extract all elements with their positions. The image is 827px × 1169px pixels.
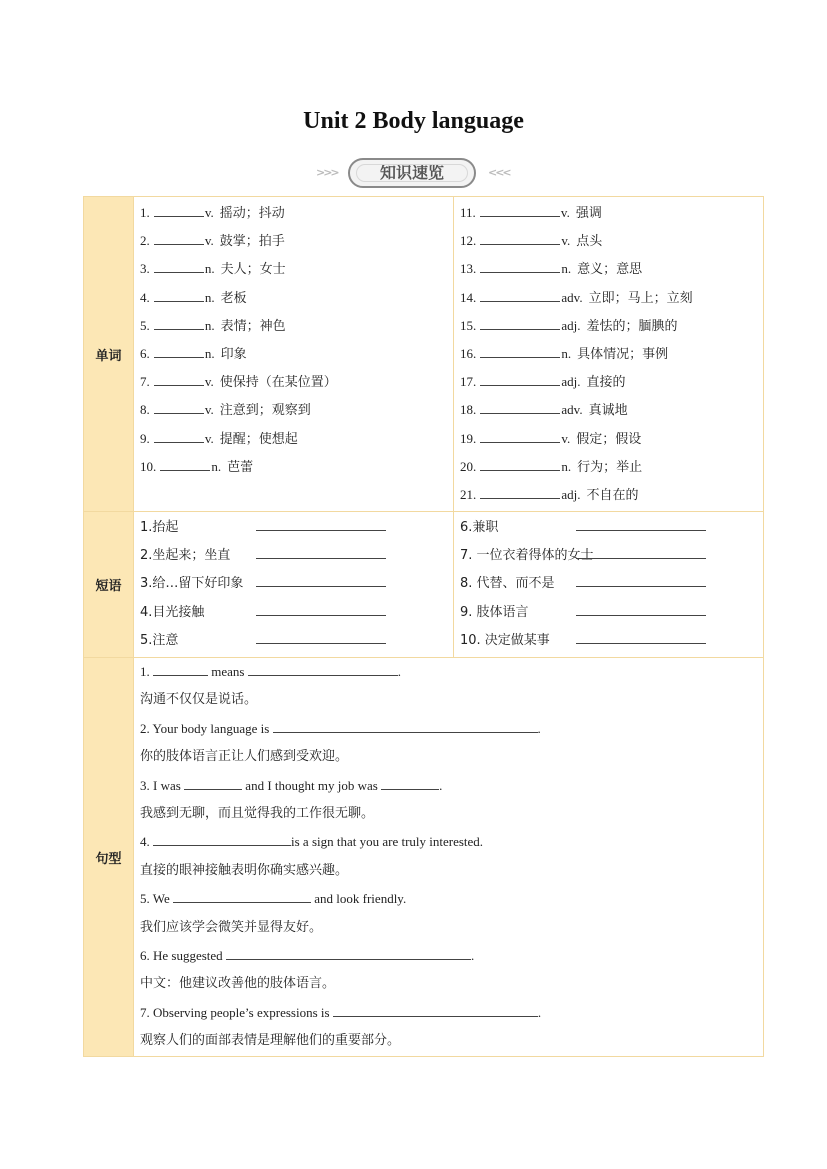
page-title: Unit 2 Body language <box>303 108 524 134</box>
vocab-meaning: 提醒；使想起 <box>219 431 298 447</box>
sentence-chinese: 观察人们的面部表情是理解他们的重要部分。 <box>140 1033 401 1049</box>
vocab-answer-blank[interactable] <box>154 288 204 302</box>
vocab-pos: v. <box>204 205 214 220</box>
vocab-item <box>460 427 757 455</box>
vocab-number: 14. <box>460 289 477 305</box>
phrase-answer-blank[interactable] <box>576 630 706 644</box>
phrase-text: 6.兼职 <box>460 520 499 536</box>
phrase-text: 4.目光接触 <box>140 604 205 620</box>
phrase-text: 9. 肢体语言 <box>460 604 529 620</box>
vocab-item <box>460 257 757 285</box>
sentence-part: 3. I was <box>140 777 185 793</box>
phrase-answer-blank[interactable] <box>576 517 706 531</box>
vocab-meaning: 老板 <box>220 290 247 306</box>
vocab-pos: n. <box>204 261 215 277</box>
vocab-label: 单词 <box>84 197 134 512</box>
vocab-item <box>460 201 757 229</box>
phrase-item <box>140 516 447 544</box>
vocab-answer-blank[interactable] <box>480 203 560 217</box>
vocab-pos: n. <box>561 261 572 277</box>
phrase-answer-blank[interactable] <box>256 573 386 587</box>
vocab-number: 15. <box>460 317 477 333</box>
vocab-number: 21. <box>460 486 477 502</box>
sentence-answer-blank[interactable] <box>184 776 242 790</box>
sentence-part: 4. <box>140 834 153 850</box>
vocab-pos: v. <box>561 233 571 249</box>
phrase-item <box>140 601 447 629</box>
phrase-item <box>140 544 447 572</box>
sentence-english <box>140 659 757 687</box>
vocab-answer-blank[interactable] <box>480 259 560 273</box>
arrows-right-icon: <<< <box>488 166 510 179</box>
vocab-answer-blank[interactable] <box>480 400 560 414</box>
sentence-answer-blank[interactable] <box>153 662 208 676</box>
sentences-row <box>84 658 764 1057</box>
vocab-answer-blank[interactable] <box>154 400 204 414</box>
vocab-pos: n. <box>211 458 222 474</box>
vocab-answer-blank[interactable] <box>480 231 560 245</box>
vocab-number: 16. <box>460 345 477 361</box>
vocab-item <box>460 314 757 342</box>
worksheet-table <box>83 196 764 1057</box>
vocab-item <box>140 455 447 483</box>
vocab-answer-blank[interactable] <box>154 259 204 273</box>
phrase-text: 3.给…留下好印象 <box>140 576 244 592</box>
vocab-item <box>460 455 757 483</box>
arrows-left-icon: >>> <box>316 166 338 179</box>
vocab-meaning: 表情；神色 <box>220 318 286 334</box>
phrase-item <box>460 572 757 600</box>
sentence-english <box>140 716 757 744</box>
vocab-item <box>460 342 757 370</box>
phrase-text: 5.注意 <box>140 632 179 648</box>
sentence-chinese: 我们应该学会微笑并显得友好。 <box>140 919 323 935</box>
vocab-answer-blank[interactable] <box>154 429 204 443</box>
sentence-chinese: 直接的眼神接触表明你确实感兴趣。 <box>140 862 349 878</box>
sentence-answer-blank[interactable] <box>153 832 291 846</box>
section-badge: 知识速览 <box>348 158 476 188</box>
vocab-pos: adj. <box>561 374 581 390</box>
vocab-item <box>140 229 447 257</box>
vocab-right-col <box>454 197 764 512</box>
sentence-answer-blank[interactable] <box>273 719 538 733</box>
phrase-answer-blank[interactable] <box>576 573 706 587</box>
sentence-english <box>140 1000 757 1028</box>
sentence-chinese: 沟通不仅仅是说话。 <box>140 692 258 708</box>
sentence-english <box>140 829 757 857</box>
phrase-answer-blank[interactable] <box>256 545 386 559</box>
vocab-meaning: 夫人；女士 <box>220 262 286 278</box>
vocab-pos: v. <box>204 430 214 446</box>
vocab-number: 8. <box>140 402 150 418</box>
vocab-item <box>460 398 757 426</box>
phrase-item <box>140 572 447 600</box>
vocab-pos: n. <box>204 289 215 305</box>
vocab-answer-blank[interactable] <box>154 316 204 330</box>
vocab-answer-blank[interactable] <box>480 288 560 302</box>
vocab-meaning: 真诚地 <box>588 403 628 419</box>
sentence-part: 7. Observing people’s expressions is <box>140 1004 333 1020</box>
vocab-meaning: 注意到；观察到 <box>219 403 311 419</box>
phrase-text: 1.抬起 <box>140 520 179 536</box>
vocab-meaning: 假定；假设 <box>576 431 642 447</box>
phrases-label: 短语 <box>84 512 134 658</box>
phrase-item <box>460 601 757 629</box>
vocab-pos: n. <box>204 317 215 333</box>
vocab-answer-blank[interactable] <box>480 316 560 330</box>
vocab-item <box>140 314 447 342</box>
sentence-part: . <box>470 947 475 963</box>
vocab-pos: v. <box>204 233 214 249</box>
vocab-answer-blank[interactable] <box>480 457 560 471</box>
phrase-answer-blank[interactable] <box>576 602 706 616</box>
sentence-chinese: 你的肢体语言正让人们感到受欢迎。 <box>140 749 349 765</box>
phrase-answer-blank[interactable] <box>256 517 386 531</box>
vocab-meaning: 点头 <box>576 234 603 250</box>
vocab-answer-blank[interactable] <box>480 429 560 443</box>
sentence-english <box>140 773 757 801</box>
phrase-text: 2.坐起来；坐直 <box>140 548 231 564</box>
sentence-part: . <box>537 1004 542 1020</box>
vocab-item <box>460 483 757 511</box>
vocab-item <box>140 370 447 398</box>
vocab-answer-blank[interactable] <box>154 344 204 358</box>
vocab-answer-blank[interactable] <box>160 457 210 471</box>
sentence-part: . <box>537 720 541 736</box>
vocab-pos: v. <box>204 402 214 418</box>
vocab-meaning: 羞怯的；腼腆的 <box>586 318 678 334</box>
sentence-english <box>140 886 757 914</box>
vocab-item <box>140 342 447 370</box>
sentence-part: 2. Your body language is <box>140 720 273 736</box>
vocab-meaning: 使保持（在某位置） <box>219 375 337 391</box>
vocab-number: 12. <box>460 233 477 249</box>
vocab-pos: n. <box>204 345 215 361</box>
phrase-item <box>140 629 447 657</box>
phrase-text: 8. 代替、而不是 <box>460 576 555 592</box>
vocab-meaning: 摇动；抖动 <box>219 206 285 221</box>
vocab-pos: adj. <box>561 486 581 502</box>
vocab-pos: v. <box>560 205 570 220</box>
vocab-number: 1. <box>140 205 150 220</box>
vocab-item <box>140 257 447 285</box>
phrases-row <box>84 512 764 658</box>
sentence-answer-blank[interactable] <box>248 662 398 676</box>
vocab-item <box>140 427 447 455</box>
vocab-answer-blank[interactable] <box>480 372 560 386</box>
vocab-pos: adj. <box>561 317 581 333</box>
phrase-text: 10. 决定做某事 <box>460 632 550 648</box>
vocab-answer-blank[interactable] <box>154 203 204 217</box>
phrases-left-col <box>134 512 454 658</box>
vocab-answer-blank[interactable] <box>480 485 560 499</box>
phrase-answer-blank[interactable] <box>576 545 706 559</box>
vocab-meaning: 芭蕾 <box>227 459 254 475</box>
sentences-label: 句型 <box>84 658 134 1057</box>
vocab-answer-blank[interactable] <box>154 372 204 386</box>
sentence-part: and I thought my job was <box>242 777 382 793</box>
vocab-item <box>140 398 447 426</box>
vocab-meaning: 印象 <box>220 346 247 362</box>
sentence-part: means <box>208 664 248 679</box>
vocab-meaning: 意义；意思 <box>577 262 643 278</box>
vocab-meaning: 不自在的 <box>586 487 639 503</box>
sentence-part: is a sign that you are truly interested. <box>291 834 484 850</box>
vocab-item <box>140 286 447 314</box>
vocab-number: 4. <box>140 289 150 305</box>
vocab-number: 9. <box>140 430 150 446</box>
sentence-part: 5. We <box>140 891 174 907</box>
sentence-english <box>140 943 757 971</box>
vocab-number: 18. <box>460 402 477 418</box>
vocab-pos: v. <box>561 430 571 446</box>
vocab-item <box>460 229 757 257</box>
vocab-meaning: 直接的 <box>586 375 626 391</box>
phrase-item <box>460 516 757 544</box>
section-header <box>0 156 827 192</box>
vocab-number: 6. <box>140 345 150 361</box>
sentence-part: 6. He suggested <box>140 947 226 963</box>
vocab-pos: v. <box>204 374 214 390</box>
phrase-answer-blank[interactable] <box>256 630 386 644</box>
vocab-item <box>460 370 757 398</box>
vocab-left-col <box>134 197 454 512</box>
vocab-number: 5. <box>140 317 150 333</box>
sentences-col <box>134 658 764 1057</box>
vocab-number: 13. <box>460 261 477 277</box>
sentence-part: . <box>439 777 443 793</box>
sentence-answer-blank[interactable] <box>381 776 439 790</box>
vocab-pos: adv. <box>561 289 583 305</box>
sentence-answer-blank[interactable] <box>226 946 471 960</box>
vocab-meaning: 具体情况；事例 <box>577 346 669 362</box>
vocab-pos: n. <box>561 458 572 474</box>
vocab-number: 10. <box>140 458 157 474</box>
vocab-number: 7. <box>140 374 150 390</box>
phrases-right-col <box>454 512 764 658</box>
vocab-item <box>460 286 757 314</box>
phrase-item <box>460 629 757 657</box>
vocab-number: 19. <box>460 430 477 446</box>
sentence-part: . <box>397 664 401 679</box>
vocab-meaning: 强调 <box>575 206 602 221</box>
vocab-item <box>140 201 447 229</box>
vocab-number: 17. <box>460 374 477 390</box>
vocab-number: 11. <box>460 205 476 220</box>
vocab-meaning: 立即；马上；立刻 <box>588 290 693 306</box>
sentence-part: and look friendly. <box>311 891 407 907</box>
sentence-answer-blank[interactable] <box>173 889 311 903</box>
phrase-item <box>460 544 757 572</box>
vocab-number: 20. <box>460 458 477 474</box>
vocab-pos: adv. <box>561 402 583 418</box>
sentence-part: 1. <box>140 664 153 679</box>
vocab-number: 3. <box>140 261 150 277</box>
vocab-meaning: 鼓掌；拍手 <box>219 234 285 250</box>
phrase-answer-blank[interactable] <box>256 602 386 616</box>
vocab-row <box>84 197 764 512</box>
vocab-meaning: 行为；举止 <box>577 459 643 475</box>
vocab-pos: n. <box>561 345 572 361</box>
sentence-chinese: 中文：他建议改善他的肢体语言。 <box>140 976 336 992</box>
phrase-text: 7. 一位衣着得体的女士 <box>460 548 594 564</box>
sentence-answer-blank[interactable] <box>333 1003 538 1017</box>
vocab-answer-blank[interactable] <box>480 344 560 358</box>
sentence-chinese: 我感到无聊，而且觉得我的工作很无聊。 <box>140 805 375 821</box>
vocab-answer-blank[interactable] <box>154 231 204 245</box>
vocab-number: 2. <box>140 233 150 249</box>
